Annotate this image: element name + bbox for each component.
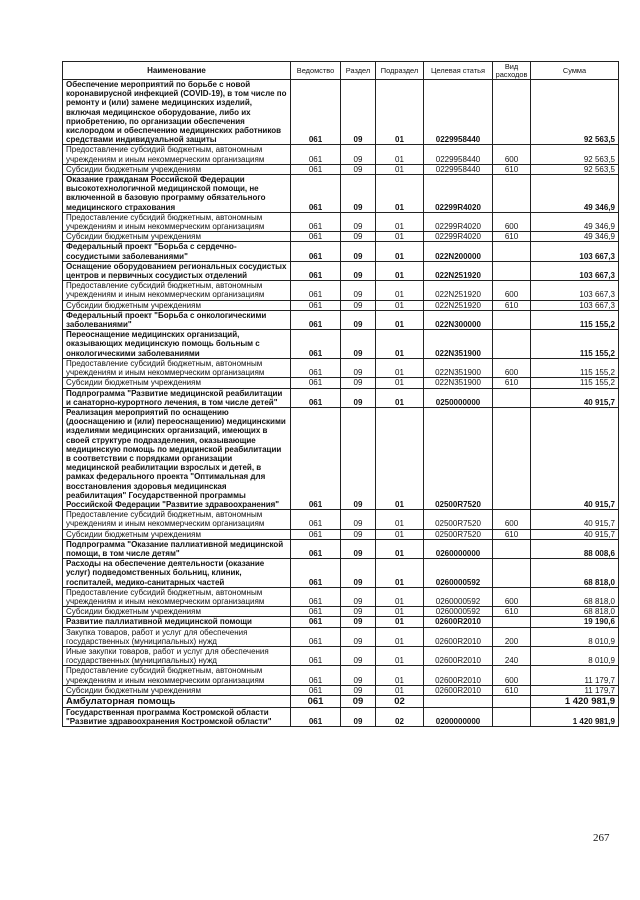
cell-name: Федеральный проект "Борьба с онкологическими заболеваниями"	[63, 310, 291, 329]
cell-vedomstvo: 061	[291, 510, 341, 529]
table-row	[63, 310, 619, 329]
cell-razdel: 09	[341, 696, 376, 708]
cell-summa: 92 563,5	[531, 164, 619, 174]
table-row	[63, 587, 619, 606]
table-header	[63, 62, 619, 80]
cell-summa: 115 155,2	[531, 310, 619, 329]
cell-tselevaya: 022N351900	[424, 358, 493, 377]
cell-name: Подпрограмма "Оказание паллиативной медицинской помощи, в том числе детям"	[63, 539, 291, 558]
cell-podrazdel: 01	[376, 281, 424, 300]
cell-razdel: 09	[341, 212, 376, 231]
cell-summa: 92 563,5	[531, 145, 619, 164]
table-row	[63, 212, 619, 231]
cell-tselevaya: 0260000592	[424, 607, 493, 617]
cell-vedomstvo: 061	[291, 587, 341, 606]
cell-podrazdel: 01	[376, 378, 424, 388]
cell-razdel: 09	[341, 627, 376, 646]
cell-podrazdel: 01	[376, 261, 424, 280]
table-row	[63, 708, 619, 727]
cell-vid: 610	[493, 607, 531, 617]
cell-tselevaya: 0260000592	[424, 559, 493, 588]
cell-vedomstvo: 061	[291, 539, 341, 558]
cell-name: Переоснащение медицинских организаций, оказывающих медицинскую помощь больным с онкологическими заболеваниями	[63, 330, 291, 359]
cell-name: Субсидии бюджетным учреждениям	[63, 607, 291, 617]
cell-podrazdel: 02	[376, 696, 424, 708]
page-number: 267	[593, 832, 610, 844]
table-row	[63, 510, 619, 529]
cell-tselevaya	[424, 696, 493, 708]
cell-name: Расходы на обеспечение деятельности (оказание услуг) подведомственных больниц, клиник, госпиталей, медико-санитарных частей	[63, 559, 291, 588]
cell-name: Субсидии бюджетным учреждениям	[63, 378, 291, 388]
cell-summa: 8 010,9	[531, 627, 619, 646]
cell-tselevaya: 02600R2010	[424, 685, 493, 695]
cell-name: Предоставление субсидий бюджетным, автономным учреждениям и иным некоммерческим организациям	[63, 145, 291, 164]
cell-tselevaya: 022N251920	[424, 261, 493, 280]
cell-podrazdel: 01	[376, 617, 424, 627]
table-row	[63, 164, 619, 174]
cell-name: Подпрограмма "Развитие медицинской реабилитации и санаторно-курортного лечения, в том числе детей"	[63, 388, 291, 407]
cell-vid: 610	[493, 164, 531, 174]
table-row	[63, 696, 619, 708]
col-header-razdel: Раздел	[341, 62, 376, 80]
cell-vid	[493, 330, 531, 359]
cell-summa: 103 667,3	[531, 242, 619, 261]
cell-podrazdel: 01	[376, 310, 424, 329]
cell-tselevaya: 02600R2010	[424, 646, 493, 665]
table-row	[63, 378, 619, 388]
cell-razdel: 09	[341, 281, 376, 300]
cell-vid: 600	[493, 510, 531, 529]
cell-podrazdel: 01	[376, 232, 424, 242]
cell-vid	[493, 310, 531, 329]
cell-vedomstvo: 061	[291, 261, 341, 280]
cell-tselevaya: 02600R2010	[424, 666, 493, 685]
cell-razdel: 09	[341, 539, 376, 558]
cell-vedomstvo: 061	[291, 388, 341, 407]
cell-razdel: 09	[341, 666, 376, 685]
cell-vid: 610	[493, 685, 531, 695]
cell-vid: 600	[493, 358, 531, 377]
table-row	[63, 175, 619, 213]
cell-tselevaya: 0229958440	[424, 145, 493, 164]
cell-name: Предоставление субсидий бюджетным, автономным учреждениям и иным некоммерческим организациям	[63, 666, 291, 685]
cell-vid	[493, 80, 531, 145]
cell-razdel: 09	[341, 300, 376, 310]
cell-tselevaya: 02500R7520	[424, 407, 493, 509]
cell-podrazdel: 01	[376, 539, 424, 558]
cell-name: Иные закупки товаров, работ и услуг для обеспечения государственных (муниципальных) нужд	[63, 646, 291, 665]
cell-podrazdel: 01	[376, 646, 424, 665]
cell-podrazdel: 01	[376, 559, 424, 588]
cell-razdel: 09	[341, 378, 376, 388]
table-body	[63, 80, 619, 727]
cell-vedomstvo: 061	[291, 310, 341, 329]
cell-vedomstvo: 061	[291, 666, 341, 685]
cell-vid: 610	[493, 378, 531, 388]
cell-name: Закупка товаров, работ и услуг для обеспечения государственных (муниципальных) нужд	[63, 627, 291, 646]
cell-summa: 49 346,9	[531, 212, 619, 231]
cell-podrazdel: 01	[376, 145, 424, 164]
cell-vedomstvo: 061	[291, 529, 341, 539]
cell-razdel: 09	[341, 510, 376, 529]
cell-tselevaya: 022N200000	[424, 242, 493, 261]
cell-vedomstvo: 061	[291, 559, 341, 588]
cell-summa: 68 818,0	[531, 587, 619, 606]
cell-summa: 103 667,3	[531, 300, 619, 310]
cell-podrazdel: 01	[376, 388, 424, 407]
table-row	[63, 388, 619, 407]
cell-vid	[493, 175, 531, 213]
cell-vedomstvo: 061	[291, 330, 341, 359]
cell-summa: 68 818,0	[531, 607, 619, 617]
cell-summa: 11 179,7	[531, 685, 619, 695]
table-row	[63, 145, 619, 164]
cell-tselevaya: 022N300000	[424, 310, 493, 329]
cell-summa: 40 915,7	[531, 510, 619, 529]
cell-vedomstvo: 061	[291, 627, 341, 646]
cell-podrazdel: 01	[376, 407, 424, 509]
cell-vid: 200	[493, 627, 531, 646]
cell-tselevaya: 02299R4020	[424, 212, 493, 231]
cell-vid: 600	[493, 145, 531, 164]
cell-razdel: 09	[341, 407, 376, 509]
cell-razdel: 09	[341, 242, 376, 261]
cell-vedomstvo: 061	[291, 145, 341, 164]
cell-vedomstvo: 061	[291, 378, 341, 388]
cell-name: Субсидии бюджетным учреждениям	[63, 685, 291, 695]
cell-podrazdel: 01	[376, 358, 424, 377]
cell-tselevaya: 02500R7520	[424, 529, 493, 539]
cell-podrazdel: 01	[376, 330, 424, 359]
cell-razdel: 09	[341, 685, 376, 695]
table-row	[63, 559, 619, 588]
cell-podrazdel: 02	[376, 708, 424, 727]
cell-podrazdel: 01	[376, 607, 424, 617]
col-header-vid: Вид расходов	[493, 62, 531, 80]
cell-summa: 1 420 981,9	[531, 696, 619, 708]
cell-podrazdel: 01	[376, 685, 424, 695]
cell-tselevaya: 02299R4020	[424, 232, 493, 242]
cell-tselevaya: 02299R4020	[424, 175, 493, 213]
cell-tselevaya: 022N251920	[424, 300, 493, 310]
cell-vid	[493, 696, 531, 708]
table-row	[63, 646, 619, 665]
table-row	[63, 232, 619, 242]
cell-tselevaya: 022N351900	[424, 378, 493, 388]
cell-name: Обеспечение мероприятий по борьбе с новой коронавирусной инфекцией (COVID-19), в том числе по ремонту и (или) замене медицинских изделий, включая медицинское оборудование, либо их приобретению, по организации обеспечения кислородом и обеспечению медицинских работников средствами индивидуальной защиты	[63, 80, 291, 145]
cell-razdel: 09	[341, 559, 376, 588]
cell-podrazdel: 01	[376, 529, 424, 539]
cell-name: Предоставление субсидий бюджетным, автономным учреждениям и иным некоммерческим организациям	[63, 358, 291, 377]
cell-podrazdel: 01	[376, 587, 424, 606]
cell-podrazdel: 01	[376, 212, 424, 231]
col-header-summa: Сумма	[531, 62, 619, 80]
cell-summa: 40 915,7	[531, 529, 619, 539]
cell-tselevaya: 0250000000	[424, 388, 493, 407]
col-header-podrazdel: Подраздел	[376, 62, 424, 80]
cell-vedomstvo: 061	[291, 696, 341, 708]
cell-summa: 92 563,5	[531, 80, 619, 145]
cell-vid	[493, 559, 531, 588]
cell-razdel: 09	[341, 358, 376, 377]
cell-summa: 103 667,3	[531, 261, 619, 280]
cell-vid	[493, 708, 531, 727]
cell-summa: 49 346,9	[531, 232, 619, 242]
table-row	[63, 685, 619, 695]
cell-razdel: 09	[341, 330, 376, 359]
cell-podrazdel: 01	[376, 627, 424, 646]
cell-name: Оказание гражданам Российской Федерации высокотехнологичной медицинской помощи, не включенной в базовую программу обязательного медицинского страхования	[63, 175, 291, 213]
cell-razdel: 09	[341, 164, 376, 174]
cell-summa: 115 155,2	[531, 330, 619, 359]
cell-vedomstvo: 061	[291, 708, 341, 727]
cell-vid: 240	[493, 646, 531, 665]
budget-table	[62, 61, 619, 727]
cell-name: Предоставление субсидий бюджетным, автономным учреждениям и иным некоммерческим организациям	[63, 212, 291, 231]
cell-podrazdel: 01	[376, 164, 424, 174]
cell-tselevaya: 022N251920	[424, 281, 493, 300]
cell-vid	[493, 539, 531, 558]
cell-name: Реализация мероприятий по оснащению (дооснащению и (или) переоснащению) медицинскими изделиями медицинских организаций, имеющих в своей структуре подразделения, оказывающие медицинскую помощь по медицинской реабилитации в соответствии с порядками организации медицинской реабилитации взрослых и детей, в рамках федерального проекта "Оптимальная для восстановления здоровья медицинская реабилитация" Государственной программы Российской Федерации "Развитие здравоохранения"	[63, 407, 291, 509]
cell-razdel: 09	[341, 175, 376, 213]
cell-vedomstvo: 061	[291, 617, 341, 627]
table-row	[63, 300, 619, 310]
cell-vedomstvo: 061	[291, 212, 341, 231]
cell-razdel: 09	[341, 607, 376, 617]
cell-name: Развитие паллиативной медицинской помощи	[63, 617, 291, 627]
cell-name: Предоставление субсидий бюджетным, автономным учреждениям и иным некоммерческим организациям	[63, 281, 291, 300]
cell-podrazdel: 01	[376, 80, 424, 145]
cell-podrazdel: 01	[376, 300, 424, 310]
cell-vedomstvo: 061	[291, 685, 341, 695]
cell-summa: 19 190,6	[531, 617, 619, 627]
cell-tselevaya: 0229958440	[424, 164, 493, 174]
table-row	[63, 330, 619, 359]
cell-tselevaya: 0229958440	[424, 80, 493, 145]
cell-razdel: 09	[341, 708, 376, 727]
table-row	[63, 666, 619, 685]
table-row	[63, 607, 619, 617]
cell-name: Субсидии бюджетным учреждениям	[63, 300, 291, 310]
col-header-name: Наименование	[63, 62, 291, 80]
cell-name: Федеральный проект "Борьба с сердечно-сосудистыми заболеваниями"	[63, 242, 291, 261]
table-row	[63, 539, 619, 558]
cell-razdel: 09	[341, 80, 376, 145]
cell-tselevaya: 02600R2010	[424, 627, 493, 646]
cell-vedomstvo: 061	[291, 164, 341, 174]
table-row	[63, 529, 619, 539]
cell-vedomstvo: 061	[291, 175, 341, 213]
cell-vid: 600	[493, 587, 531, 606]
cell-tselevaya: 0200000000	[424, 708, 493, 727]
cell-podrazdel: 01	[376, 666, 424, 685]
cell-name: Субсидии бюджетным учреждениям	[63, 529, 291, 539]
cell-tselevaya: 0260000592	[424, 587, 493, 606]
cell-vid	[493, 242, 531, 261]
cell-vedomstvo: 061	[291, 607, 341, 617]
col-header-tselevaya: Целевая статья	[424, 62, 493, 80]
cell-razdel: 09	[341, 232, 376, 242]
cell-razdel: 09	[341, 145, 376, 164]
cell-razdel: 09	[341, 310, 376, 329]
cell-summa: 115 155,2	[531, 358, 619, 377]
cell-podrazdel: 01	[376, 510, 424, 529]
cell-summa: 49 346,9	[531, 175, 619, 213]
cell-vedomstvo: 061	[291, 281, 341, 300]
cell-summa: 115 155,2	[531, 378, 619, 388]
cell-tselevaya: 022N351900	[424, 330, 493, 359]
cell-vid: 610	[493, 300, 531, 310]
cell-razdel: 09	[341, 388, 376, 407]
table-row	[63, 242, 619, 261]
cell-razdel: 09	[341, 617, 376, 627]
cell-vid: 600	[493, 281, 531, 300]
cell-name: Предоставление субсидий бюджетным, автономным учреждениям и иным некоммерческим организациям	[63, 510, 291, 529]
cell-vedomstvo: 061	[291, 80, 341, 145]
cell-vid	[493, 261, 531, 280]
cell-tselevaya: 02500R7520	[424, 510, 493, 529]
cell-vid: 600	[493, 666, 531, 685]
cell-vid: 600	[493, 212, 531, 231]
cell-name: Амбулаторная помощь	[63, 696, 291, 708]
table-row	[63, 627, 619, 646]
table-row	[63, 358, 619, 377]
cell-name: Предоставление субсидий бюджетным, автономным учреждениям и иным некоммерческим организациям	[63, 587, 291, 606]
table-row	[63, 261, 619, 280]
cell-name: Субсидии бюджетным учреждениям	[63, 164, 291, 174]
cell-summa: 40 915,7	[531, 407, 619, 509]
cell-vedomstvo: 061	[291, 358, 341, 377]
cell-vid: 610	[493, 529, 531, 539]
cell-razdel: 09	[341, 529, 376, 539]
cell-name: Государственная программа Костромской области "Развитие здравоохранения Костромской области"	[63, 708, 291, 727]
table-row	[63, 281, 619, 300]
cell-summa: 68 818,0	[531, 559, 619, 588]
table-row	[63, 80, 619, 145]
cell-tselevaya: 0260000000	[424, 539, 493, 558]
cell-vedomstvo: 061	[291, 646, 341, 665]
cell-vedomstvo: 061	[291, 300, 341, 310]
cell-summa: 11 179,7	[531, 666, 619, 685]
table-row	[63, 617, 619, 627]
cell-vedomstvo: 061	[291, 232, 341, 242]
col-header-vedomstvo: Ведомство	[291, 62, 341, 80]
cell-vedomstvo: 061	[291, 242, 341, 261]
cell-vid	[493, 617, 531, 627]
cell-summa: 8 010,9	[531, 646, 619, 665]
cell-podrazdel: 01	[376, 175, 424, 213]
cell-razdel: 09	[341, 646, 376, 665]
cell-vid: 610	[493, 232, 531, 242]
cell-summa: 40 915,7	[531, 388, 619, 407]
cell-name: Субсидии бюджетным учреждениям	[63, 232, 291, 242]
cell-summa: 103 667,3	[531, 281, 619, 300]
cell-vedomstvo: 061	[291, 407, 341, 509]
cell-razdel: 09	[341, 261, 376, 280]
cell-vid	[493, 407, 531, 509]
cell-summa: 88 008,6	[531, 539, 619, 558]
cell-summa: 1 420 981,9	[531, 708, 619, 727]
cell-tselevaya: 02600R2010	[424, 617, 493, 627]
cell-vid	[493, 388, 531, 407]
table-row	[63, 407, 619, 509]
cell-razdel: 09	[341, 587, 376, 606]
cell-podrazdel: 01	[376, 242, 424, 261]
cell-name: Оснащение оборудованием региональных сосудистых центров и первичных сосудистых отделений	[63, 261, 291, 280]
